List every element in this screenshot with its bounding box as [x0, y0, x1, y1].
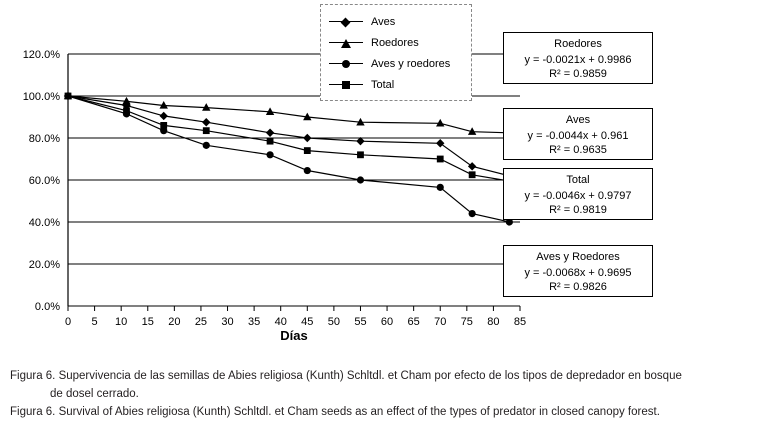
x-tick-label: 20 [168, 316, 181, 328]
y-tick-label: 60.0% [28, 175, 60, 187]
data-point [357, 151, 364, 158]
caption-line-es-1 [10, 368, 765, 384]
caption-es-text: Figura 6. Supervivencia de las semillas de Abies religiosa (Kunth) Schltdl. et Cham por efecto de los tipos de depredador en bosque [10, 370, 682, 382]
equation-box-total [503, 168, 653, 220]
y-axis-tick-labels [23, 49, 61, 313]
data-point [437, 156, 444, 163]
x-tick-label: 70 [434, 316, 447, 328]
x-axis-ticks [68, 306, 520, 311]
data-point [357, 176, 364, 183]
y-tick-label: 20.0% [28, 259, 60, 271]
legend-item-total [329, 74, 463, 95]
data-point [436, 139, 444, 147]
x-axis-tick-labels [65, 316, 526, 328]
equation-text: y = -0.0044x + 0.961 [527, 130, 629, 142]
equation-text: y = -0.0021x + 0.9986 [524, 54, 632, 66]
data-point [304, 147, 311, 154]
caption-line-en-1 [10, 404, 765, 420]
legend-marker-triangle-icon [329, 37, 363, 49]
equation-box-title: Aves y Roedores [536, 251, 620, 263]
data-point [160, 122, 167, 129]
legend-label: Total [371, 78, 395, 91]
x-tick-label: 10 [115, 316, 128, 328]
x-tick-label: 60 [380, 316, 394, 328]
data-point [65, 93, 72, 100]
y-tick-label: 120.0% [22, 49, 60, 61]
equation-box-aves-y-roedores [503, 245, 653, 297]
legend-item-aves-y-roedores [329, 53, 463, 74]
caption-es-text-2: de dosel cerrado. [50, 388, 139, 400]
data-point [266, 129, 274, 137]
r-squared-text: R² = 0.9635 [549, 144, 607, 156]
x-tick-label: 85 [513, 316, 527, 328]
r-squared-text: R² = 0.9826 [549, 281, 607, 293]
equation-box-title: Roedores [554, 38, 602, 50]
data-point [123, 107, 130, 114]
legend-marker-circle-icon [329, 58, 363, 70]
equation-box-roedores [503, 32, 653, 84]
equation-text: y = -0.0046x + 0.9797 [524, 190, 632, 202]
x-tick-label: 80 [487, 316, 500, 328]
data-point [303, 134, 311, 142]
legend-item-roedores [329, 32, 463, 53]
caption-line-es-2 [10, 386, 765, 402]
x-tick-label: 40 [274, 316, 287, 328]
data-series-layer [64, 92, 514, 226]
x-tick-label: 75 [460, 316, 473, 328]
chart-legend [320, 4, 472, 101]
y-tick-label: 100.0% [22, 91, 60, 103]
caption-en-text: Figura 6. Survival of Abies religiosa (Kunth) Schltdl. et Cham seeds as an effect of the types of predator in closed canopy forest. [10, 406, 660, 418]
data-point [160, 112, 168, 120]
data-point [202, 118, 210, 126]
r-squared-text: R² = 0.9819 [549, 204, 607, 216]
x-tick-label: 5 [91, 316, 98, 328]
y-tick-label: 0.0% [34, 301, 60, 313]
equation-box-title: Total [566, 174, 590, 186]
x-tick-label: 45 [301, 316, 314, 328]
y-tick-label: 80.0% [28, 133, 60, 145]
x-tick-label: 65 [407, 316, 420, 328]
equation-box-aves [503, 108, 653, 160]
x-tick-label: 55 [354, 316, 367, 328]
legend-label: Roedores [371, 36, 419, 49]
equation-box-title: Aves [565, 114, 591, 126]
r-squared-text: R² = 0.9859 [549, 68, 607, 80]
series-aves [64, 92, 514, 180]
series-line [68, 96, 509, 133]
legend-marker-diamond-icon [329, 16, 363, 28]
data-point [267, 138, 274, 145]
series-line [68, 96, 509, 181]
legend-item-aves [329, 11, 463, 32]
equation-text: y = -0.0068x + 0.9695 [524, 267, 632, 279]
x-tick-label: 0 [64, 316, 72, 328]
data-point [437, 184, 444, 191]
data-point [304, 167, 311, 174]
x-tick-label: 30 [221, 316, 234, 328]
data-point [266, 151, 273, 158]
legend-label: Aves y roedores [371, 57, 451, 70]
data-point [469, 210, 476, 217]
x-tick-label: 15 [141, 316, 154, 328]
x-tick-label: 50 [327, 316, 341, 328]
x-tick-label: 35 [247, 316, 261, 328]
data-point [469, 171, 476, 178]
legend-label: Aves [371, 15, 396, 28]
y-tick-label: 40.0% [28, 217, 60, 229]
figure-caption [10, 368, 765, 422]
series-line [68, 96, 509, 176]
x-axis-title: Días [280, 328, 308, 340]
data-point [203, 142, 210, 149]
x-tick-label: 25 [194, 316, 208, 328]
data-point [203, 127, 210, 134]
data-point [468, 162, 476, 170]
legend-marker-square-icon [329, 79, 363, 91]
